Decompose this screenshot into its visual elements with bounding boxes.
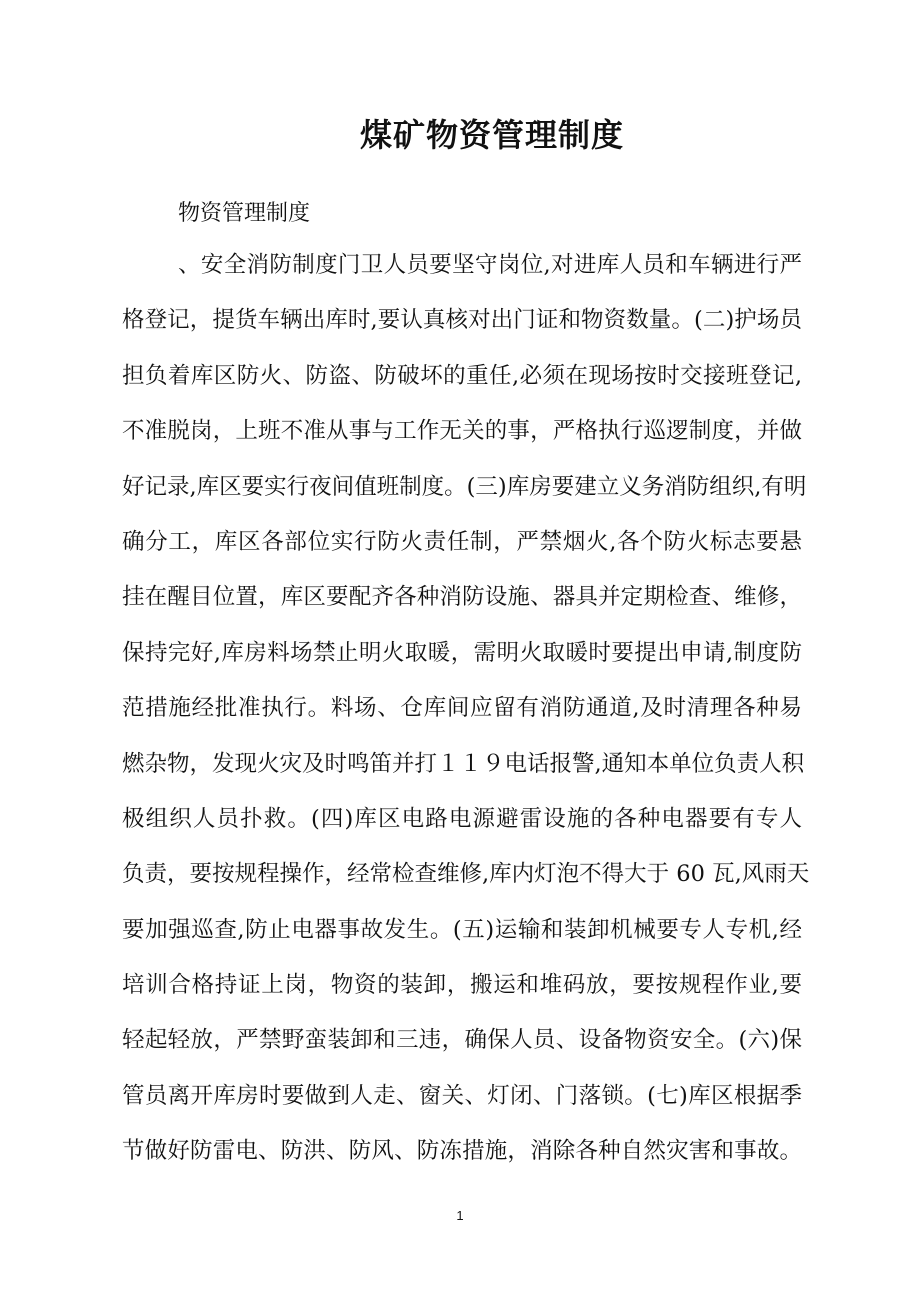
- paragraph-line: 范措施经批准执行。料场、仓库间应留有消防通道,及时清理各种易: [122, 695, 802, 722]
- paragraph-line: 培训合格持证上岗，物资的装卸，搬运和堆码放，要按规程作业,要: [122, 972, 802, 999]
- paragraph-line: 不准脱岗，上班不准从事与工作无关的事，严格执行巡逻制度，并做: [122, 418, 802, 445]
- paragraph-line: 极组织人员扑救。(四)库区电路电源避雷设施的各种电器要有专人: [122, 805, 802, 832]
- paragraph-line: 挂在醒目位置，库区要配齐各种消防设施、器具并定期检查、维修，: [122, 584, 802, 611]
- paragraph-line: 要加强巡查,防止电器事故发生。(五)运输和装卸机械要专人专机,经: [122, 916, 802, 943]
- paragraph-line: 燃杂物，发现火灾及时鸣笛并打１１９电话报警,通知本单位负责人积: [122, 750, 805, 777]
- paragraph-line: 管员离开库房时要做到人走、窗关、灯闭、门落锁。(七)库区根据季: [122, 1082, 802, 1109]
- paragraph-line: 节做好防雷电、防洪、防风、防冻措施，消除各种自然灾害和事故。: [122, 1138, 802, 1165]
- section-heading: 物资管理制度: [178, 201, 311, 226]
- paragraph-line: 轻起轻放，严禁野蛮装卸和三违，确保人员、设备物资安全。(六)保: [122, 1027, 802, 1054]
- body-paragraph: [122, 250, 810, 1192]
- document-title: 煤矿物资管理制度: [359, 116, 624, 154]
- page-number: 1: [456, 1208, 464, 1223]
- paragraph-line: 负责，要按规程操作，经常检查维修,库内灯泡不得大于 60 瓦,风雨天: [122, 861, 810, 888]
- paragraph-line: 保持完好,库房料场禁止明火取暖，需明火取暖时要提出申请,制度防: [122, 639, 802, 666]
- paragraph-line: 、安全消防制度门卫人员要坚守岗位,对进库人员和车辆进行严: [178, 252, 802, 278]
- paragraph-line: 格登记，提货车辆出库时,要认真核对出门证和物资数量。(二)护场员: [122, 307, 802, 334]
- paragraph-line: 好记录,库区要实行夜间值班制度。(三)库房要建立义务消防组织,有明: [122, 473, 807, 500]
- paragraph-line: 担负着库区防火、防盗、防破坏的重任,必须在现场按时交接班登记,: [122, 362, 802, 389]
- paragraph-line: 确分工，库区各部位实行防火责任制，严禁烟火,各个防火标志要悬: [122, 528, 802, 555]
